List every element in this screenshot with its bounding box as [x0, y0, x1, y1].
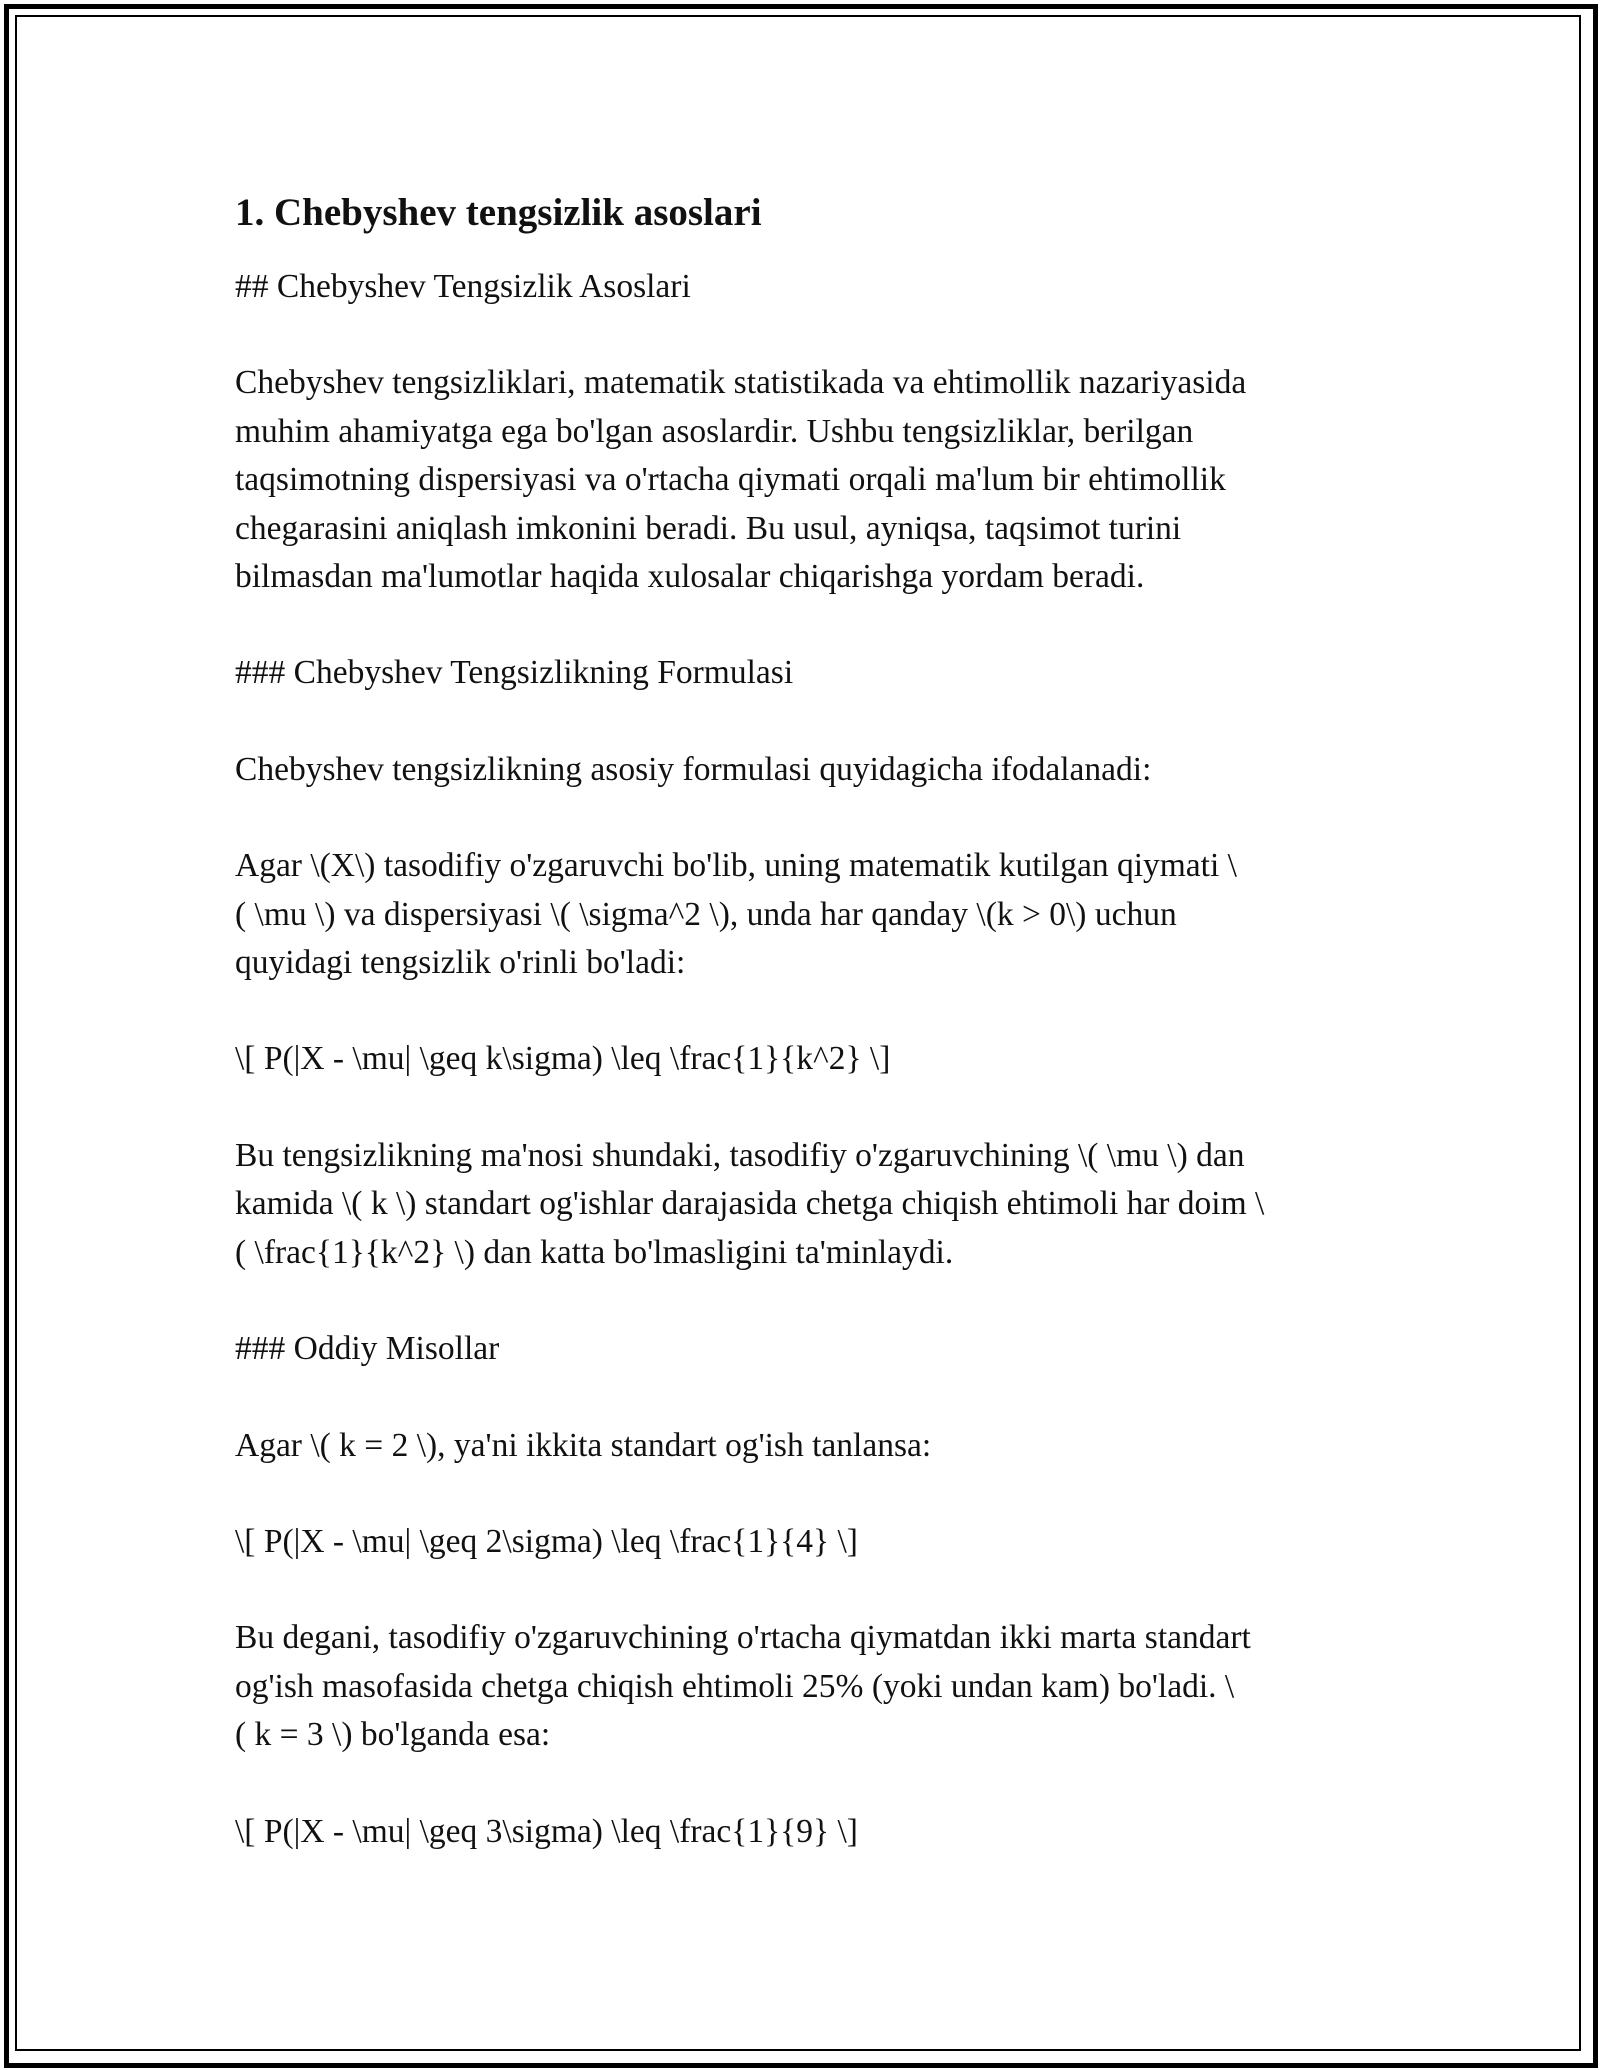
subsection-heading-formula: ### Chebyshev Tengsizlikning Formulasi	[235, 654, 794, 692]
intro-paragraph: Chebyshev tengsizliklari, matematik statistikada va ehtimollik nazariyasida muhim ahamiyatga ega bo'lgan asoslardir. Ushbu tengsizliklar, berilgan taqsimotning dispersiyasi va o'rtacha qiymati orqali ma'lum bir ehtimollik chegarasini aniqlash imkonini beradi. Bu usul, ayniqsa, taqsimot turini bilmasdan ma'lumotlar haqida xulosalar chiqarishga yordam beradi.	[235, 364, 1247, 596]
subsection-heading-examples: ### Oddiy Misollar	[235, 1330, 500, 1368]
document-body	[235, 185, 1365, 1856]
example-k2-paragraph: Agar \( k = 2 \), ya'ni ikkita standart og'ish tanlansa:	[235, 1426, 932, 1464]
formula-intro-paragraph: Chebyshev tengsizlikning asosiy formulasi quyidagicha ifodalanadi:	[235, 750, 1152, 788]
example-explanation-paragraph: Bu degani, tasodifiy o'zgaruvchining o'rtacha qiymatdan ikki marta standart og'ish masofasida chetga chiqish ehtimoli 25% (yoki undan kam) bo'ladi. \ ( k = 3 \) bo'lganda esa:	[235, 1619, 1251, 1754]
document-heading: 1. Chebyshev tengsizlik asoslari	[235, 191, 762, 234]
meaning-paragraph: Bu tengsizlikning ma'nosi shundaki, tasodifiy o'zgaruvchining \( \mu \) dan kamida \( k \) standart og'ishlar darajasida chetga chiqish ehtimoli har doim \ ( \frac{1}{k^2} \) dan katta bo'lmasligini ta'minlaydi.	[235, 1136, 1265, 1271]
formula-general: \[ P(|X - \mu| \geq k\sigma) \leq \frac{1}{k^2} \]	[235, 1040, 891, 1078]
section-heading-markdown: ## Chebyshev Tengsizlik Asoslari	[235, 268, 691, 305]
formula-k3: \[ P(|X - \mu| \geq 3\sigma) \leq \frac{1}{9} \]	[235, 1812, 858, 1850]
formula-k2: \[ P(|X - \mu| \geq 2\sigma) \leq \frac{1}{4} \]	[235, 1522, 858, 1560]
definition-paragraph: Agar \(X\) tasodifiy o'zgaruvchi bo'lib, uning matematik kutilgan qiymati \ ( \mu \) va dispersiyasi \( \sigma^2 \), unda har qanday \(k > 0\) uchun quyidagi tengsizlik o'rinli bo'ladi:	[235, 847, 1237, 982]
